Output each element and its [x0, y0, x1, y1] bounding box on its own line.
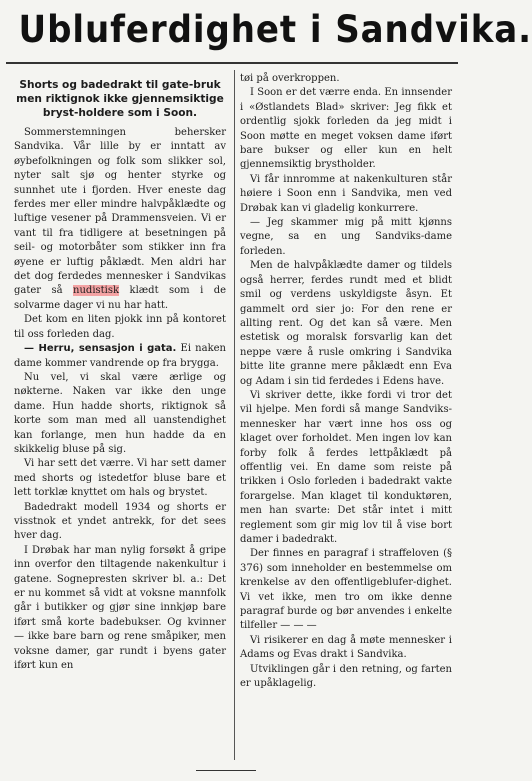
- paragraph: — Herru, sensasjon i gata. Ei naken dame kommer vandrende op fra brygga.: [14, 343, 226, 369]
- paragraph: Utviklingen går i den retning, og farten er upåklagelig.: [240, 663, 452, 690]
- paragraph: I Soon er det værre enda. En innsender i «Østlandets Blad» skriver: Jeg fikk et ordentlig sjokk forleden da jeg midt i Soon møtte en meget voksen dame iført bare bukser og eller kun en helt gjennemsiktig brystholder.: [240, 87, 452, 171]
- paragraph: Det kom en liten pjokk inn på kontoret til oss forleden dag.: [14, 314, 226, 340]
- paragraph: I Drøbak har man nylig forsøkt å gripe inn overfor den tiltagende nakenkultur i gatene. Sognepresten skriver bl. a.: Det er nu kommet så vidt at voksne mannfolk går i butikker og gjør sine innkjøp bare iført små korte badebukser. Og kvinner — ikke bare barn og rene småpiker, men voksne damer, gar rundt i byens gater iført kun en: [14, 544, 226, 672]
- lead-phrase: — Herru, sensasjon i gata.: [24, 343, 177, 355]
- column-divider: [234, 70, 235, 760]
- paragraph: Vi skriver dette, ikke fordi vi tror det vil hjelpe. Men fordi så mange Sandviks-mennesker har vært inne hos oss og klaget over forholdet. Men ingen lov kan forby folk å ferdes lettpåklædt på offentlig vei. En dame som reiste på trikken i Oslo forleden i badedrakt vakte forargelse. Man klaget til konduktøren, men han svarte: Det står intet i mitt reglement som gir mig lov til å vise bort damer i badedrakt.: [240, 389, 452, 545]
- headline: Ubluferdighet i Sandvika.: [18, 8, 532, 51]
- highlighted-word: nudistisk: [73, 285, 120, 297]
- left-column: [14, 72, 226, 673]
- paragraph: Men de halvpåklædte damer og tildels også herrer, ferdes rundt med et blidt smil og verdens uskyldigste åsyn. Et gammelt ord sier jo: For den rene er allting rent. Og det kan så være. Men estetisk og moralsk forsvarlig kan det neppe være å rusle omkring i Sandvika bitte lite granne mere påklædt enn Eva og Adam i sin tid ferdedes i Edens have.: [240, 260, 452, 387]
- paragraph: — Jeg skammer mig på mitt kjønns vegne, sa en ung Sandviks-dame forleden.: [240, 217, 452, 257]
- right-body: [240, 72, 452, 691]
- paragraph: Badedrakt modell 1934 og shorts er visstnok et yndet antrekk, for det sees hver dag.: [14, 501, 226, 542]
- paragraph: Vi risikerer en dag å møte mennesker i Adams og Evas drakt i Sandvika.: [240, 634, 452, 661]
- paragraph: Der finnes en paragraf i straffeloven (§ 376) som inneholder en bestemmelse om krenkelse av den offentligeblufer-dighet. Vi vet ikke, men tro om ikke denne paragraf burde og bør anvendes i enkelte tilfeller — — —: [240, 548, 452, 632]
- paragraph: Vi har sett det værre. Vi har sett damer med shorts og istedetfor bluse bare et lett torklæ knyttet om hals og brystet.: [14, 458, 226, 499]
- paragraph: tøi på overkroppen.: [240, 73, 340, 84]
- paragraph: Vi får innromme at nakenkulturen står høiere i Soon enn i Sandvika, men ved Drøbak kan vi gladelig konkurrere.: [240, 173, 452, 214]
- left-body: [14, 126, 226, 673]
- paragraph: Nu vel, vi skal være ærlige og nøkterne. Naken var ikke den unge dame. Hun hadde shorts, riktignok så korte som man med all uanstendighet kan forlange, men hun hadde da en skikkelig bluse på sig.: [14, 371, 226, 455]
- end-rule: [196, 770, 256, 771]
- headline-rule: [6, 62, 458, 64]
- subheadline: Shorts og badedrakt til gate-bruk men riktignok ikke gjennemsiktige bryst-holdere som i Soon.: [16, 79, 224, 119]
- right-column: [240, 72, 452, 691]
- paragraph: Sommerstemningen behersker Sandvika. Vår lille by er inntatt av øybefolkningen og folk som slikker sol, nyter salt sjø og henter styrke og sunnhet ute i fjorden. Hver eneste dag ferdes mer eller mindre halvpåklædte og luftige vesener på Drammensveien. Vi er vant til fra tidligere at besetningen på seil- og motorbåter som stikker inn fra øyene er luftig påklædt. Men aldri har det dog ferdedes mennesker i Sandvikas gater så nudistisk klædt som i de solvarme dager vi nu har hatt.: [14, 127, 227, 311]
